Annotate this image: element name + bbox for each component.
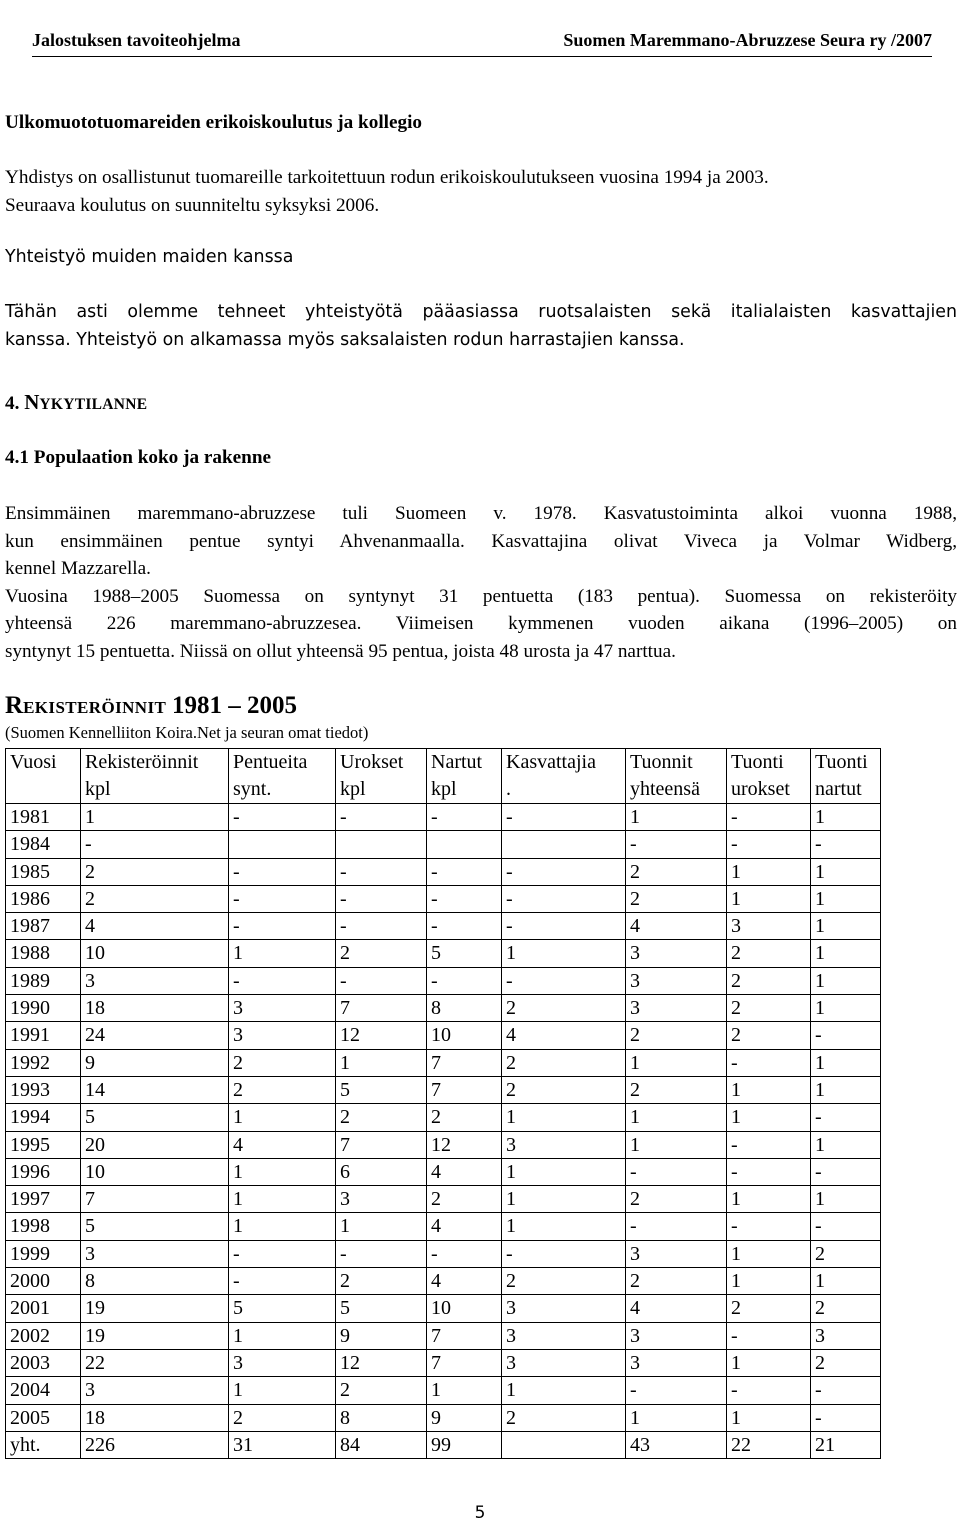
section-cooperation-body: [5, 299, 957, 354]
table-cell: 2001: [6, 1295, 81, 1322]
table-cell: 14: [81, 1076, 229, 1103]
table-cell: 3: [811, 1322, 881, 1349]
table-cell: 8: [336, 1404, 427, 1431]
table-cell: 1: [229, 1104, 336, 1131]
table-row: [6, 1268, 881, 1295]
table-cell: 3: [626, 940, 727, 967]
table-row: [6, 1349, 881, 1376]
paragraph-line: kanssa. Yhteistyö on alkamassa myös saksalaisten rodun harrastajien kanssa.: [5, 329, 685, 350]
table-cell: 1988: [6, 940, 81, 967]
table-cell: -: [336, 967, 427, 994]
table-row: [6, 995, 881, 1022]
table-cell: 7: [336, 995, 427, 1022]
table-cell: -: [502, 1240, 626, 1267]
table-row: [6, 940, 881, 967]
table-cell: 2: [727, 995, 811, 1022]
table-cell: 2: [81, 885, 229, 912]
table-cell: 3: [229, 1022, 336, 1049]
table-cell: -: [626, 1213, 727, 1240]
table-cell: 12: [427, 1131, 502, 1158]
section-judges-body: [5, 164, 957, 219]
table-cell: 10: [427, 1295, 502, 1322]
table-cell: -: [427, 858, 502, 885]
table-cell: 1: [727, 885, 811, 912]
column-header: [427, 749, 502, 804]
table-cell: 2: [502, 995, 626, 1022]
table-cell: 1: [502, 1186, 626, 1213]
table-cell: 1: [502, 1158, 626, 1185]
table-cell: [427, 831, 502, 858]
table-cell: 19: [81, 1295, 229, 1322]
column-header-line: Kasvattajia: [506, 751, 596, 773]
table-cell: 1: [727, 1404, 811, 1431]
table-cell: 1999: [6, 1240, 81, 1267]
table-cell: -: [229, 1268, 336, 1295]
paragraph-line: Yhdistys on osallistunut tuomareille tarkoitettuun rodun erikoiskoulutukseen vuosina 1994 ja 2003.: [5, 167, 769, 188]
table-cell: 2: [336, 1104, 427, 1131]
table-cell: 3: [502, 1349, 626, 1376]
table-row: [6, 1404, 881, 1431]
registrations-title-years: 1981 – 2005: [171, 692, 297, 719]
table-cell: 1: [811, 940, 881, 967]
table-cell: -: [336, 1240, 427, 1267]
table-row: [6, 1213, 881, 1240]
table-cell: 1986: [6, 885, 81, 912]
table-cell: 7: [336, 1131, 427, 1158]
column-header: [811, 749, 881, 804]
table-cell: 2: [626, 858, 727, 885]
table-cell: 1: [811, 1131, 881, 1158]
table-cell: 1985: [6, 858, 81, 885]
table-cell: 1987: [6, 913, 81, 940]
table-cell: 1: [626, 1049, 727, 1076]
table-cell: 1: [727, 1240, 811, 1267]
table-cell: 1: [502, 1377, 626, 1404]
table-cell: 1: [427, 1377, 502, 1404]
paragraph-line: yhteensä 226 maremmano-abruzzesea. Viimeisen kymmenen vuoden aikana (1996–2005) on: [5, 613, 957, 634]
table-cell: 1: [811, 885, 881, 912]
table-cell: 4: [626, 1295, 727, 1322]
table-cell: 7: [427, 1049, 502, 1076]
table-cell: 2: [427, 1104, 502, 1131]
table-cell: 7: [427, 1076, 502, 1103]
table-cell: 10: [81, 1158, 229, 1185]
table-cell: 1: [502, 1104, 626, 1131]
table-cell: 2: [626, 1186, 727, 1213]
table-row: [6, 804, 881, 831]
table-cell: -: [626, 1377, 727, 1404]
table-cell: 2: [502, 1049, 626, 1076]
table-cell: -: [229, 858, 336, 885]
table-cell: 4: [427, 1158, 502, 1185]
table-cell: 1: [811, 995, 881, 1022]
table-cell: 1998: [6, 1213, 81, 1240]
table-cell: 18: [81, 1404, 229, 1431]
table-cell: 2: [626, 1268, 727, 1295]
table-cell: 22: [81, 1349, 229, 1376]
table-row: [6, 913, 881, 940]
column-header: [229, 749, 336, 804]
table-cell: 2: [229, 1404, 336, 1431]
table-cell: 6: [336, 1158, 427, 1185]
table-header-row: [6, 749, 881, 804]
table-cell: -: [229, 913, 336, 940]
table-cell: 1: [229, 940, 336, 967]
table-cell: 10: [427, 1022, 502, 1049]
table-cell: 12: [336, 1022, 427, 1049]
table-cell: 2000: [6, 1268, 81, 1295]
table-cell: 2: [626, 1022, 727, 1049]
section-heading-judges: Ulkomuototuomareiden erikoiskoulutus ja kollegio: [5, 112, 423, 133]
table-cell: 1993: [6, 1076, 81, 1103]
table-cell: 2: [727, 967, 811, 994]
table-cell: -: [502, 804, 626, 831]
table-cell: 1: [727, 858, 811, 885]
table-cell: 5: [336, 1076, 427, 1103]
table-cell: 2: [727, 1295, 811, 1322]
table-cell: 4: [502, 1022, 626, 1049]
table-cell: 7: [427, 1322, 502, 1349]
table-row: [6, 1322, 881, 1349]
table-cell: 8: [81, 1268, 229, 1295]
table-cell: 10: [81, 940, 229, 967]
table-cell: -: [81, 831, 229, 858]
table-cell: 1: [811, 858, 881, 885]
column-header-line: yhteensä: [630, 778, 700, 800]
table-cell: -: [229, 885, 336, 912]
table-cell: -: [811, 1404, 881, 1431]
table-cell: 4: [427, 1213, 502, 1240]
table-cell: 4: [81, 913, 229, 940]
table-cell: 9: [336, 1322, 427, 1349]
table-cell: 99: [427, 1431, 502, 1458]
table-cell: 3: [81, 1240, 229, 1267]
table-cell: 1: [811, 1049, 881, 1076]
table-cell: 3: [229, 995, 336, 1022]
table-cell: 3: [626, 967, 727, 994]
table-cell: -: [811, 831, 881, 858]
column-header: [6, 749, 81, 804]
table-cell: -: [811, 1213, 881, 1240]
table-cell: 2: [229, 1076, 336, 1103]
registrations-table: [5, 748, 881, 1459]
table-cell: 1: [336, 1049, 427, 1076]
table-row: [6, 885, 881, 912]
table-cell: 1989: [6, 967, 81, 994]
table-cell: -: [811, 1022, 881, 1049]
table-cell: 18: [81, 995, 229, 1022]
table-cell: 1: [811, 967, 881, 994]
table-cell: 1: [811, 1186, 881, 1213]
table-cell: 2: [336, 1377, 427, 1404]
registrations-source: (Suomen Kennelliiton Koira.Net ja seuran omat tiedot): [5, 723, 369, 742]
column-header-line: Rekisteröinnit: [85, 751, 199, 773]
column-header-line: Pentueita: [233, 751, 308, 773]
table-row: [6, 1377, 881, 1404]
section-heading-cooperation: Yhteistyö muiden maiden kanssa: [5, 247, 294, 267]
table-cell: 3: [626, 995, 727, 1022]
table-cell: 2005: [6, 1404, 81, 1431]
paragraph-line: syntynyt 15 pentuetta. Niissä on ollut yhteensä 95 pentua, joista 48 urosta ja 47 narttua.: [5, 640, 676, 662]
page-number: 5: [474, 1503, 486, 1523]
table-row: [6, 858, 881, 885]
table-cell: 3: [626, 1322, 727, 1349]
column-header-line: Tuonti: [731, 751, 784, 773]
table-cell: -: [727, 1377, 811, 1404]
table-cell: 1: [727, 1186, 811, 1213]
table-cell: 2: [427, 1186, 502, 1213]
table-cell: 1: [727, 1104, 811, 1131]
table-cell: 2: [81, 858, 229, 885]
table-cell: 2: [502, 1268, 626, 1295]
table-cell: 1: [502, 940, 626, 967]
table-cell: 1: [229, 1213, 336, 1240]
header-right-title: Suomen Maremmano-Abruzzese Seura ry /2007: [563, 30, 932, 50]
table-cell: 2004: [6, 1377, 81, 1404]
table-cell: 84: [336, 1431, 427, 1458]
table-cell: 3: [626, 1240, 727, 1267]
table-cell: 4: [626, 913, 727, 940]
table-cell: 43: [626, 1431, 727, 1458]
table-cell: 2002: [6, 1322, 81, 1349]
column-header: [727, 749, 811, 804]
table-cell: 19: [81, 1322, 229, 1349]
table-cell: 2: [229, 1049, 336, 1076]
column-header: [502, 749, 626, 804]
table-cell: 1: [229, 1322, 336, 1349]
table-cell: 2: [336, 1268, 427, 1295]
table-cell: [336, 831, 427, 858]
table-cell: 1995: [6, 1131, 81, 1158]
table-cell: 2: [626, 1076, 727, 1103]
chapter-heading: [5, 389, 957, 419]
table-cell: 31: [229, 1431, 336, 1458]
table-cell: 1: [811, 1076, 881, 1103]
table-cell: 1: [81, 804, 229, 831]
table-cell: 1997: [6, 1186, 81, 1213]
registrations-title-initial: R: [5, 692, 24, 719]
table-cell: 5: [81, 1104, 229, 1131]
table-cell: 1: [811, 804, 881, 831]
table-cell: -: [229, 1240, 336, 1267]
table-cell: 1: [502, 1213, 626, 1240]
page-header: [32, 30, 932, 57]
table-cell: 2: [811, 1240, 881, 1267]
table-cell: 3: [502, 1322, 626, 1349]
chapter-title-initial: N: [24, 390, 40, 414]
table-row: [6, 1049, 881, 1076]
registrations-title-caps: EKISTERÖINNIT: [23, 698, 167, 717]
table-cell: -: [427, 913, 502, 940]
table-cell: 3: [336, 1186, 427, 1213]
table-cell: 2: [811, 1295, 881, 1322]
table-cell: -: [626, 831, 727, 858]
table-cell: 1: [229, 1186, 336, 1213]
table-row: [6, 1295, 881, 1322]
table-cell: 1990: [6, 995, 81, 1022]
column-header: [626, 749, 727, 804]
table-cell: -: [502, 885, 626, 912]
table-cell: -: [336, 913, 427, 940]
paragraph-line: Seuraava koulutus on suunniteltu syksyksi 2006.: [5, 194, 380, 216]
table-cell: [229, 831, 336, 858]
table-cell: 20: [81, 1131, 229, 1158]
column-header-line: Tuonti: [815, 751, 868, 773]
table-row: [6, 1186, 881, 1213]
table-cell: 2003: [6, 1349, 81, 1376]
column-header-line: Tuonnit: [630, 751, 693, 773]
table-cell: 2: [727, 1022, 811, 1049]
column-header-line: urokset: [731, 778, 790, 800]
table-cell: 21: [811, 1431, 881, 1458]
column-header: [336, 749, 427, 804]
table-cell: -: [427, 804, 502, 831]
table-cell: -: [336, 858, 427, 885]
table-cell: -: [727, 804, 811, 831]
table-cell: 2: [502, 1076, 626, 1103]
table-cell: 1: [626, 1104, 727, 1131]
paragraph-line: Vuosina 1988–2005 Suomessa on syntynyt 31 pentuetta (183 pentua). Suomessa on rekisteröity: [5, 585, 957, 607]
table-cell: 5: [229, 1295, 336, 1322]
table-cell: -: [336, 885, 427, 912]
table-row: [6, 1240, 881, 1267]
table-cell: -: [336, 804, 427, 831]
table-row: [6, 967, 881, 994]
table-cell: 1: [626, 1404, 727, 1431]
table-cell: 1: [727, 1076, 811, 1103]
table-cell: -: [229, 804, 336, 831]
table-cell: 2: [727, 940, 811, 967]
paragraph-line: kennel Mazzarella.: [5, 558, 151, 579]
table-cell: -: [727, 1131, 811, 1158]
table-cell: 24: [81, 1022, 229, 1049]
table-row: [6, 831, 881, 858]
table-cell: 5: [81, 1213, 229, 1240]
table-body: [6, 804, 881, 1459]
table-cell: -: [727, 1322, 811, 1349]
table-cell: 8: [427, 995, 502, 1022]
table-cell: 1: [229, 1158, 336, 1185]
table-cell: 1992: [6, 1049, 81, 1076]
table-cell: -: [811, 1377, 881, 1404]
total-row: [6, 1431, 881, 1458]
table-cell: -: [727, 1049, 811, 1076]
column-header-line: kpl: [85, 778, 111, 800]
chapter-title-rest: YKYTILANNE: [39, 396, 148, 413]
column-header-line: .: [506, 778, 511, 800]
table-cell: 9: [427, 1404, 502, 1431]
table-cell: 3: [626, 1349, 727, 1376]
table-cell: 1: [727, 1268, 811, 1295]
table-cell: 2: [336, 940, 427, 967]
table-cell: -: [502, 913, 626, 940]
table-cell: -: [502, 858, 626, 885]
table-cell: 4: [427, 1268, 502, 1295]
table-cell: 1: [229, 1377, 336, 1404]
table-cell: 3: [502, 1131, 626, 1158]
table-row: [6, 1076, 881, 1103]
table-cell: 3: [502, 1295, 626, 1322]
table-cell: 3: [229, 1349, 336, 1376]
column-header-line: kpl: [340, 778, 366, 800]
table-cell: 1996: [6, 1158, 81, 1185]
table-cell: 2: [811, 1349, 881, 1376]
table-cell: 3: [81, 967, 229, 994]
table-cell: 1: [811, 1268, 881, 1295]
table-cell: 7: [81, 1186, 229, 1213]
table-cell: -: [811, 1104, 881, 1131]
registrations-title: [5, 692, 957, 722]
population-body: [5, 500, 957, 665]
paragraph-line: Tähän asti olemme tehneet yhteistyötä pääasiassa ruotsalaisten sekä italialaisten kasvattajien: [5, 302, 957, 322]
subsection-heading: 4.1 Populaation koko ja rakenne: [5, 447, 272, 468]
table-cell: -: [727, 1213, 811, 1240]
table-cell: 9: [81, 1049, 229, 1076]
table-cell: 4: [229, 1131, 336, 1158]
table-row: [6, 1131, 881, 1158]
table-cell: 1: [626, 804, 727, 831]
table-cell: -: [427, 885, 502, 912]
table-cell: -: [811, 1158, 881, 1185]
table-row: [6, 1022, 881, 1049]
table-cell: 1991: [6, 1022, 81, 1049]
table-cell: 226: [81, 1431, 229, 1458]
table-cell: -: [427, 967, 502, 994]
column-header-line: Nartut: [431, 751, 483, 773]
paragraph-line: Ensimmäinen maremmano-abruzzese tuli Suomeen v. 1978. Kasvatustoiminta alkoi vuonna 1988,: [5, 503, 957, 524]
table-cell: yht.: [6, 1431, 81, 1458]
column-header: [81, 749, 229, 804]
table-cell: 1: [336, 1213, 427, 1240]
table-cell: 7: [427, 1349, 502, 1376]
table-cell: -: [727, 831, 811, 858]
column-header-line: synt.: [233, 778, 272, 800]
table-cell: 2: [626, 885, 727, 912]
table-row: [6, 1158, 881, 1185]
table-cell: 1: [811, 913, 881, 940]
table-cell: [502, 1431, 626, 1458]
table-cell: 12: [336, 1349, 427, 1376]
table-cell: 22: [727, 1431, 811, 1458]
table-cell: 1: [626, 1131, 727, 1158]
table-cell: -: [427, 1240, 502, 1267]
column-header-line: Urokset: [340, 751, 404, 773]
table-cell: -: [626, 1158, 727, 1185]
table-cell: 5: [427, 940, 502, 967]
table-cell: 2: [502, 1404, 626, 1431]
table-cell: -: [502, 967, 626, 994]
column-header-line: Vuosi: [10, 751, 57, 773]
table-cell: [502, 831, 626, 858]
chapter-number: 4.: [5, 393, 20, 414]
table-row: [6, 1104, 881, 1131]
table-cell: 1981: [6, 804, 81, 831]
table-cell: -: [727, 1158, 811, 1185]
table-cell: 1984: [6, 831, 81, 858]
table-cell: 3: [727, 913, 811, 940]
table-cell: 1: [727, 1349, 811, 1376]
table-cell: -: [229, 967, 336, 994]
column-header-line: nartut: [815, 778, 862, 800]
table-cell: 1994: [6, 1104, 81, 1131]
paragraph-line: kun ensimmäinen pentue syntyi Ahvenanmaalla. Kasvattajina olivat Viveca ja Volmar Widberg,: [5, 530, 957, 552]
table-cell: 5: [336, 1295, 427, 1322]
table-cell: 3: [81, 1377, 229, 1404]
header-left-title: Jalostuksen tavoiteohjelma: [32, 30, 241, 50]
column-header-line: kpl: [431, 778, 457, 800]
